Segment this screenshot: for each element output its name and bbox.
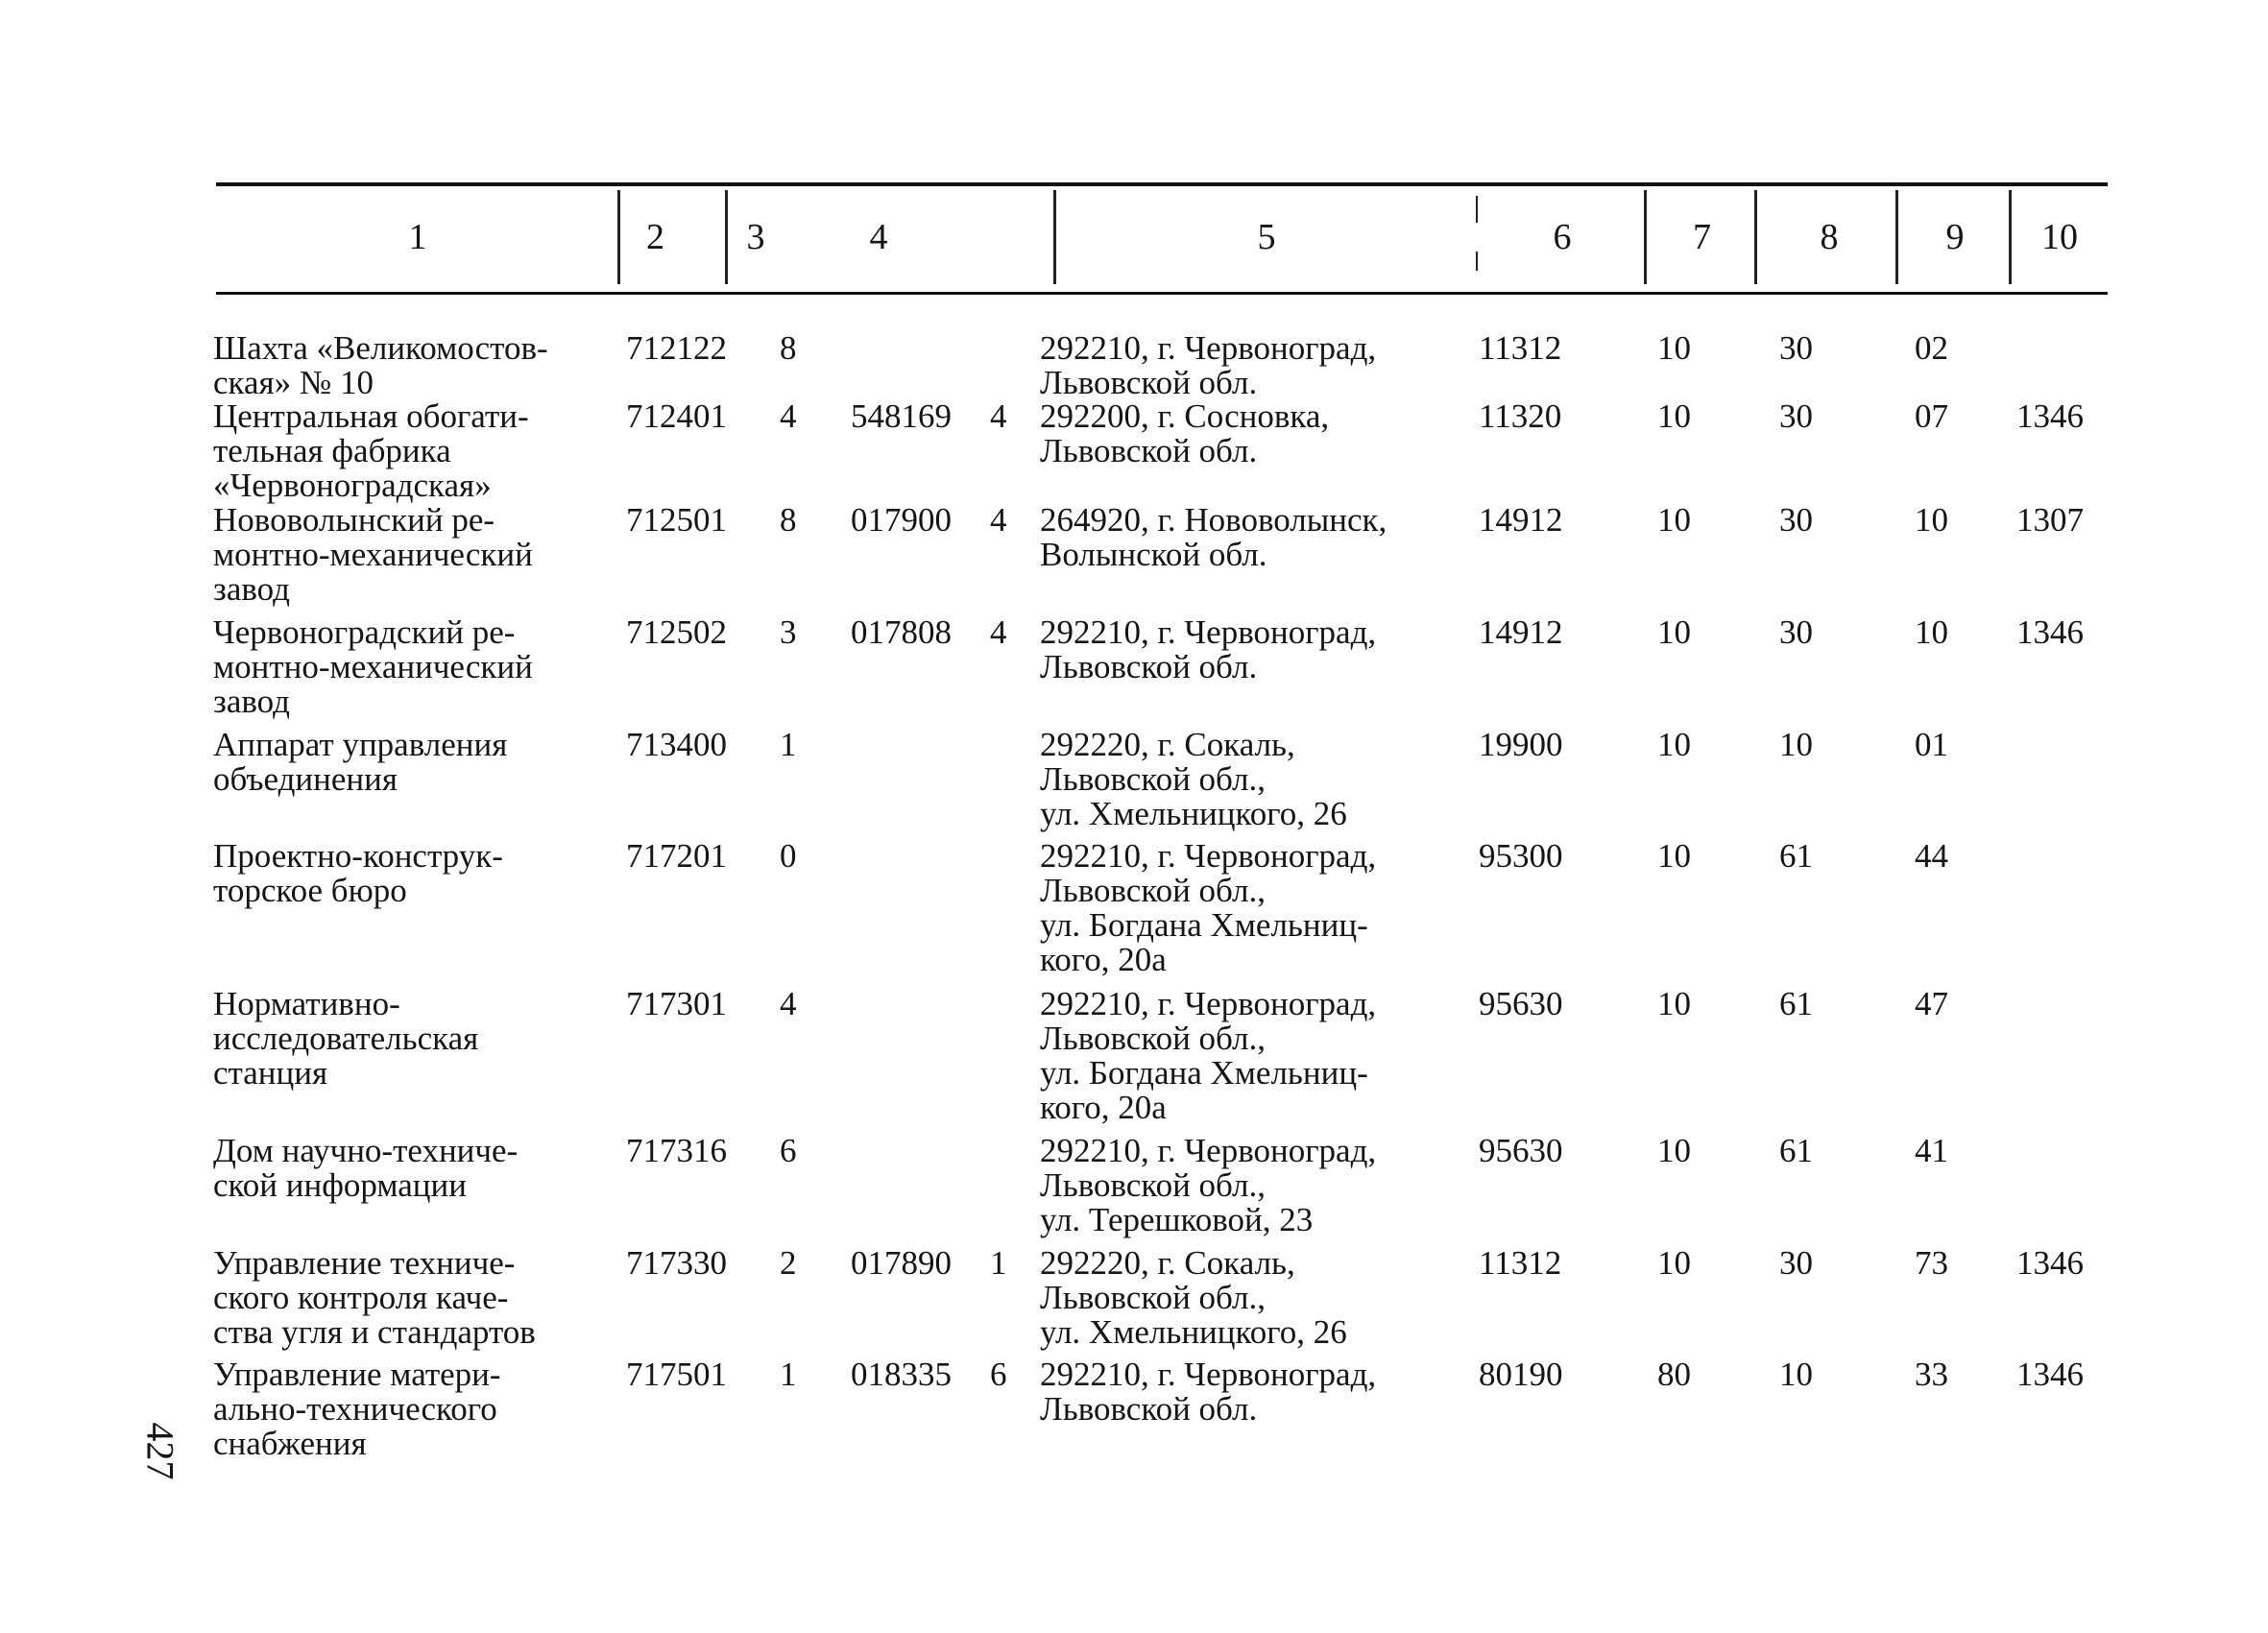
col-3-value: 1 (780, 726, 797, 763)
col-6-value: 14912 (1479, 613, 1563, 651)
col-2-value: 712501 (626, 501, 727, 539)
address: 292220, г. Сокаль, Львовской обл., ул. Хмельницкого, 26 (1040, 726, 1347, 832)
col-9-value: 41 (1915, 1132, 1948, 1169)
organization-name: Управление матери- ально-технического снабжения (213, 1356, 501, 1462)
col-4-code: 017890 (851, 1244, 952, 1282)
col-6-value: 95300 (1479, 837, 1563, 875)
col-9-value: 07 (1915, 397, 1948, 435)
header-col-2: 2 (646, 217, 664, 257)
address: 292210, г. Червоноград, Львовской обл. (1040, 1356, 1377, 1428)
col-8-value: 30 (1779, 1244, 1813, 1282)
col-9-value: 10 (1915, 501, 1948, 539)
col-7-value: 10 (1657, 985, 1691, 1022)
address: 292220, г. Сокаль, Львовской обл., ул. Хмельницкого, 26 (1040, 1244, 1347, 1351)
col-2-value: 717301 (626, 985, 727, 1022)
col-3-value: 4 (780, 397, 797, 435)
col-7-value: 10 (1657, 1132, 1691, 1169)
header-col-3: 3 (746, 217, 765, 257)
col-6-value: 14912 (1479, 501, 1563, 539)
header-col-4: 4 (869, 217, 888, 257)
organization-name: Дом научно-техниче- ской информации (213, 1132, 519, 1204)
header-col-7: 7 (1693, 217, 1711, 257)
col-3-value: 0 (780, 837, 797, 875)
col-3-value: 4 (780, 985, 797, 1022)
organization-name: Проектно-конструк- торское бюро (213, 837, 503, 909)
col-8-value: 30 (1779, 329, 1813, 367)
col-2-value: 712401 (626, 397, 727, 435)
organization-name: Червоноградский ре- монтно-механический завод (213, 613, 533, 720)
col-2-value: 713400 (626, 726, 727, 763)
col-7-value: 80 (1657, 1356, 1691, 1393)
col-7-value: 10 (1657, 726, 1691, 763)
col-8-value: 61 (1779, 1132, 1813, 1169)
header-col-9: 9 (1945, 217, 1965, 257)
col-10-value: 1346 (2016, 397, 2084, 435)
col-8-value: 10 (1779, 726, 1813, 763)
col-6-value: 11312 (1479, 1244, 1562, 1282)
col-10-value: 1346 (2016, 1244, 2084, 1282)
col-8-value: 30 (1779, 613, 1813, 651)
col-4-code: 017808 (851, 613, 952, 651)
organization-name: Аппарат управления объединения (213, 726, 508, 798)
col-10-value: 1307 (2016, 501, 2084, 539)
address: 292210, г. Червоноград, Львовской обл. (1040, 329, 1377, 401)
col-4-digit: 6 (990, 1356, 1007, 1393)
col-4-digit: 1 (990, 1244, 1007, 1282)
col-2-value: 712122 (626, 329, 727, 367)
col-3-value: 3 (780, 613, 797, 651)
col-10-value: 1346 (2016, 613, 2084, 651)
header-col-8: 8 (1820, 217, 1839, 257)
address: 264920, г. Нововолынск, Волынской обл. (1040, 501, 1387, 573)
organization-name: Нововолынский ре- монтно-механический завод (213, 501, 533, 608)
header-col-6: 6 (1553, 217, 1572, 257)
organization-name: Центральная обогати- тельная фабрика «Червоноградская» (213, 397, 529, 504)
col-9-value: 02 (1915, 329, 1948, 367)
address: 292200, г. Сосновка, Львовской обл. (1040, 397, 1330, 469)
col-3-value: 8 (780, 501, 797, 539)
col-3-value: 8 (780, 329, 797, 367)
col-4-digit: 4 (990, 501, 1007, 539)
col-9-value: 47 (1915, 985, 1948, 1022)
header-col-10: 10 (2041, 217, 2078, 257)
col-8-value: 10 (1779, 1356, 1813, 1393)
col-3-value: 2 (780, 1244, 797, 1282)
col-4-code: 018335 (851, 1356, 952, 1393)
organization-name: Нормативно- исследовательская станция (213, 985, 479, 1092)
address: 292210, г. Червоноград, Львовской обл., ул. Богдана Хмельниц- кого, 20а (1040, 985, 1377, 1126)
col-9-value: 73 (1915, 1244, 1948, 1282)
col-7-value: 10 (1657, 1244, 1691, 1282)
page-number: 427 (138, 1422, 182, 1480)
col-2-value: 717316 (626, 1132, 727, 1169)
col-9-value: 10 (1915, 613, 1948, 651)
col-6-value: 11312 (1479, 329, 1562, 367)
col-4-digit: 4 (990, 613, 1007, 651)
col-6-value: 11320 (1479, 397, 1562, 435)
col-4-code: 017900 (851, 501, 952, 539)
col-10-value: 1346 (2016, 1356, 2084, 1393)
col-8-value: 30 (1779, 397, 1813, 435)
col-2-value: 717501 (626, 1356, 727, 1393)
col-9-value: 44 (1915, 837, 1948, 875)
col-7-value: 10 (1657, 613, 1691, 651)
col-6-value: 80190 (1479, 1356, 1563, 1393)
col-2-value: 717201 (626, 837, 727, 875)
col-7-value: 10 (1657, 837, 1691, 875)
header-col-5: 5 (1257, 217, 1276, 257)
col-4-code: 548169 (851, 397, 952, 435)
col-6-value: 19900 (1479, 726, 1563, 763)
col-3-value: 1 (780, 1356, 797, 1393)
col-3-value: 6 (780, 1132, 797, 1169)
address: 292210, г. Червоноград, Львовской обл., ул. Терешковой, 23 (1040, 1132, 1377, 1238)
col-6-value: 95630 (1479, 1132, 1563, 1169)
organization-name: Шахта «Великомостов- ская» № 10 (213, 329, 548, 401)
col-8-value: 30 (1779, 501, 1813, 539)
col-7-value: 10 (1657, 397, 1691, 435)
col-7-value: 10 (1657, 501, 1691, 539)
col-4-digit: 4 (990, 397, 1007, 435)
address: 292210, г. Червоноград, Львовской обл., ул. Богдана Хмельниц- кого, 20а (1040, 837, 1377, 978)
organization-name: Управление техниче- ского контроля каче- ства угля и стандартов (213, 1244, 536, 1351)
col-2-value: 717330 (626, 1244, 727, 1282)
col-8-value: 61 (1779, 985, 1813, 1022)
header-col-1: 1 (408, 217, 427, 257)
table-header (216, 182, 2108, 292)
col-8-value: 61 (1779, 837, 1813, 875)
table-header-rule (216, 292, 2108, 295)
col-9-value: 01 (1915, 726, 1948, 763)
col-7-value: 10 (1657, 329, 1691, 367)
address: 292210, г. Червоноград, Львовской обл. (1040, 613, 1377, 685)
col-9-value: 33 (1915, 1356, 1948, 1393)
col-2-value: 712502 (626, 613, 727, 651)
col-6-value: 95630 (1479, 985, 1563, 1022)
